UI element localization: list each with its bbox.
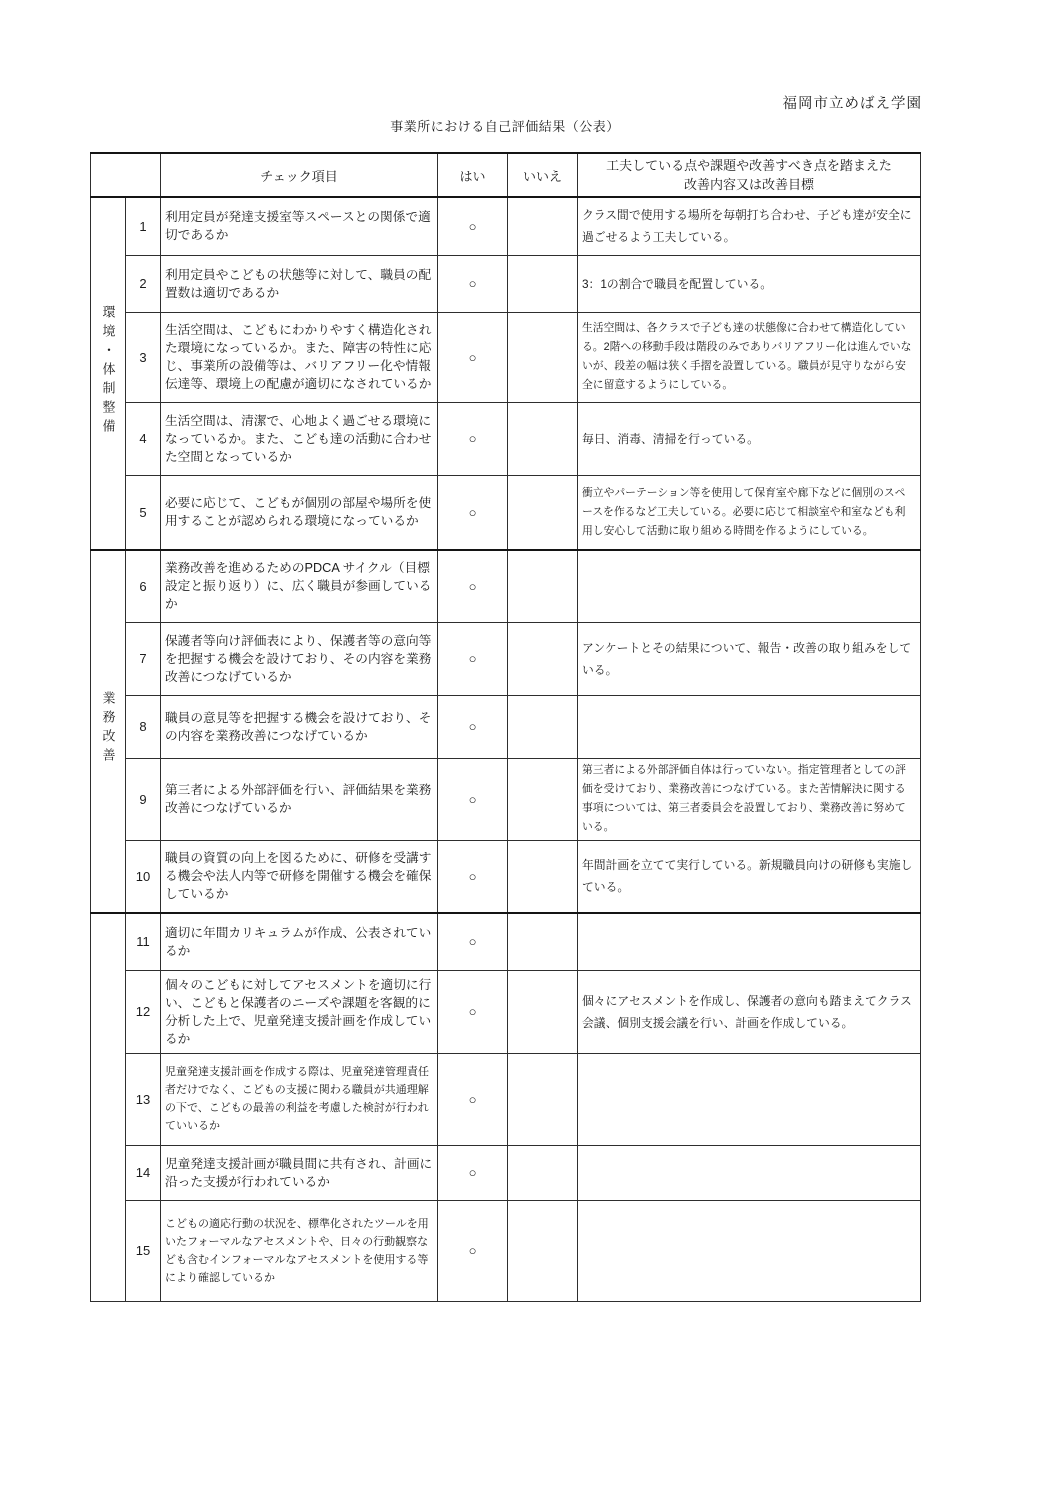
row-number: 1 (126, 197, 161, 255)
self-evaluation-table (90, 152, 921, 1302)
yes-cell: ○ (438, 758, 508, 840)
yes-cell: ○ (438, 622, 508, 695)
table-row (91, 197, 921, 255)
check-item-cell: 必要に応じて、こどもが個別の部屋や場所を使用することが認められる環境になっているか (161, 475, 438, 550)
row-number: 10 (126, 840, 161, 913)
no-cell (508, 312, 578, 402)
category-cell-environment (91, 197, 126, 550)
organization-name: 福岡市立めばえ学園 (782, 96, 922, 112)
yes-cell: ○ (438, 840, 508, 913)
check-item-cell: 第三者による外部評価を行い、評価結果を業務改善につなげているか (161, 758, 438, 840)
check-item-cell: 生活空間は、清潔で、心地よく過ごせる環境になっているか。また、こども達の活動に合わせた空間となっているか (161, 402, 438, 475)
no-cell (508, 840, 578, 913)
no-cell (508, 913, 578, 970)
no-cell (508, 402, 578, 475)
yes-cell: ○ (438, 197, 508, 255)
table-row (91, 255, 921, 312)
comment-cell: クラス間で使用する場所を毎朝打ち合わせ、子ども達が安全に過ごせるよう工夫している。 (578, 197, 921, 255)
comment-cell: 生活空間は、各クラスで子ども達の状態像に合わせて構造化している。2階への移動手段は階段のみでありバリアフリー化は進んでいないが、段差の幅は狭く手摺を設置している。職員が見守りながら安全に留意するようにしている。 (578, 312, 921, 402)
yes-cell: ○ (438, 970, 508, 1053)
yes-cell: ○ (438, 1145, 508, 1200)
header-check-item: チェック項目 (161, 153, 438, 197)
category-label: 環境・体制整備 (100, 304, 116, 438)
table-row (91, 312, 921, 402)
no-cell (508, 255, 578, 312)
check-item-cell: こどもの適応行動の状況を、標準化されたツールを用いたフォーマルなアセスメントや、日々の行動観察なども含むインフォーマルなアセスメントを使用する等により確認しているか (161, 1200, 438, 1301)
check-item-cell: 児童発達支援計画が職員間に共有され、計画に沿った支援が行われているか (161, 1145, 438, 1200)
table-row (91, 550, 921, 622)
header-improvement-line1: 工夫している点や課題や改善すべき点を踏まえた (606, 158, 892, 173)
yes-cell: ○ (438, 695, 508, 758)
check-item-cell: 適切に年間カリキュラムが作成、公表されているか (161, 913, 438, 970)
table-row (91, 913, 921, 970)
comment-cell: 毎日、消毒、清掃を行っている。 (578, 402, 921, 475)
table-row (91, 622, 921, 695)
row-number: 9 (126, 758, 161, 840)
row-number: 6 (126, 550, 161, 622)
check-item-cell: 職員の意見等を把握する機会を設けており、その内容を業務改善につなげているか (161, 695, 438, 758)
table-row (91, 402, 921, 475)
no-cell (508, 1053, 578, 1145)
table-row (91, 1200, 921, 1301)
header-improvement-line2: 改善内容又は改善目標 (683, 177, 814, 192)
check-item-cell: 利用定員が発達支援室等スペースとの関係で適切であるか (161, 197, 438, 255)
comment-cell (578, 1145, 921, 1200)
yes-cell: ○ (438, 402, 508, 475)
no-cell (508, 695, 578, 758)
yes-cell: ○ (438, 475, 508, 550)
table-row (91, 840, 921, 913)
no-cell (508, 550, 578, 622)
category-cell-operations (91, 550, 126, 913)
row-number: 8 (126, 695, 161, 758)
comment-cell (578, 695, 921, 758)
document-title: 事業所における自己評価結果（公表） (390, 119, 620, 134)
comment-cell: 衝立やパーテーション等を使用して保育室や廊下などに個別のスペースを作るなど工夫している。必要に応じて相談室や和室なども利用し安心して活動に取り組める時間を作るようにしている。 (578, 475, 921, 550)
no-cell (508, 758, 578, 840)
header-corner-cell (91, 153, 161, 197)
header-no: いいえ (508, 153, 578, 197)
table-row (91, 695, 921, 758)
row-number: 14 (126, 1145, 161, 1200)
table-row (91, 475, 921, 550)
check-item-cell: 利用定員やこどもの状態等に対して、職員の配置数は適切であるか (161, 255, 438, 312)
table-row (91, 1145, 921, 1200)
row-number: 7 (126, 622, 161, 695)
comment-cell (578, 913, 921, 970)
yes-cell: ○ (438, 550, 508, 622)
yes-cell: ○ (438, 312, 508, 402)
yes-cell: ○ (438, 1200, 508, 1301)
comment-cell: 第三者による外部評価自体は行っていない。指定管理者としての評価を受けており、業務改善につなげている。また苦情解決に関する事項については、第三者委員会を設置しており、業務改善に努めている。 (578, 758, 921, 840)
check-item-cell: 職員の資質の向上を図るために、研修を受講する機会や法人内等で研修を開催する機会を確保しているか (161, 840, 438, 913)
yes-cell: ○ (438, 913, 508, 970)
row-number: 11 (126, 913, 161, 970)
check-item-cell: 個々のこどもに対してアセスメントを適切に行い、こどもと保護者のニーズや課題を客観的に分析した上で、児童発達支援計画を作成しているか (161, 970, 438, 1053)
comment-cell: 3：1の割合で職員を配置している。 (578, 255, 921, 312)
row-number: 5 (126, 475, 161, 550)
yes-cell: ○ (438, 1053, 508, 1145)
comment-cell: 年間計画を立てて実行している。新規職員向けの研修も実施している。 (578, 840, 921, 913)
category-label: 業務改善 (100, 691, 116, 767)
table-row (91, 1053, 921, 1145)
check-item-cell: 児童発達支援計画を作成する際は、児童発達管理責任者だけでなく、こどもの支援に関わる職員が共通理解の下で、こどもの最善の利益を考慮した検討が行われていいるか (161, 1053, 438, 1145)
check-item-cell: 保護者等向け評価表により、保護者等の意向等を把握する機会を設けており、その内容を業務改善につなげているか (161, 622, 438, 695)
no-cell (508, 197, 578, 255)
comment-cell (578, 1053, 921, 1145)
category-cell-support (91, 913, 126, 1301)
comment-cell (578, 550, 921, 622)
row-number: 15 (126, 1200, 161, 1301)
row-number: 2 (126, 255, 161, 312)
no-cell (508, 475, 578, 550)
no-cell (508, 1145, 578, 1200)
no-cell (508, 622, 578, 695)
row-number: 4 (126, 402, 161, 475)
check-item-cell: 生活空間は、こどもにわかりやすく構造化された環境になっているか。また、障害の特性に応じ、事業所の設備等は、バリアフリー化や情報伝達等、環境上の配慮が適切になされているか (161, 312, 438, 402)
no-cell (508, 970, 578, 1053)
comment-cell: アンケートとその結果について、報告・改善の取り組みをしている。 (578, 622, 921, 695)
header-improvement (578, 153, 921, 197)
header-yes: はい (438, 153, 508, 197)
row-number: 3 (126, 312, 161, 402)
yes-cell: ○ (438, 255, 508, 312)
table-row (91, 758, 921, 840)
row-number: 13 (126, 1053, 161, 1145)
table-row (91, 970, 921, 1053)
table-header-row (91, 153, 921, 197)
comment-cell (578, 1200, 921, 1301)
row-number: 12 (126, 970, 161, 1053)
check-item-cell: 業務改善を進めるためのPDCA サイクル（目標設定と振り返り）に、広く職員が参画しているか (161, 550, 438, 622)
comment-cell: 個々にアセスメントを作成し、保護者の意向も踏まえてクラス会議、個別支援会議を行い、計画を作成している。 (578, 970, 921, 1053)
no-cell (508, 1200, 578, 1301)
